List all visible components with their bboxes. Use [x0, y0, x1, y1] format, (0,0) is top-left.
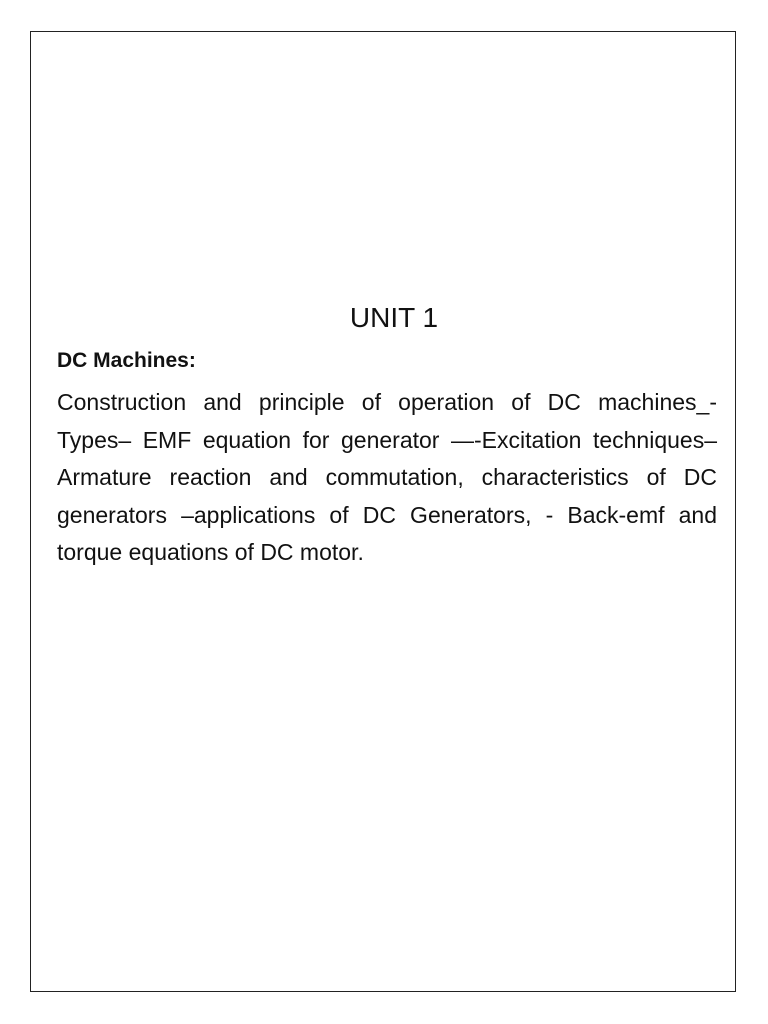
unit-title: UNIT 1: [349, 302, 439, 333]
section-heading: DC Machines:: [57, 349, 196, 372]
page-content: [57, 296, 717, 572]
syllabus-paragraph: Construction and principle of operation of DC machines_- Types– EMF equation for generator —-Excitation techniques– Armature reaction and commutation, characteristics of DC generators –applications of DC Generators, - Back-emf and torque equations of DC motor.: [57, 389, 717, 565]
